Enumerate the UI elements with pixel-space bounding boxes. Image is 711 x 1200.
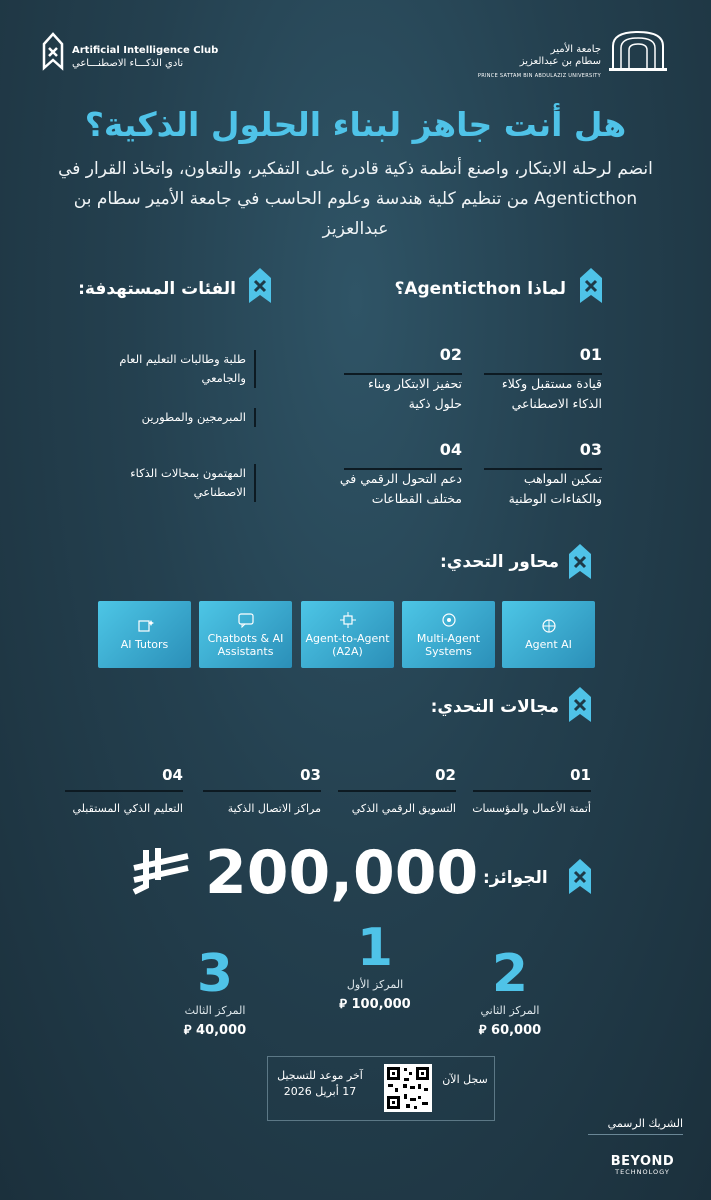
prize-amount-value: 60,000 <box>491 1023 542 1038</box>
prize-place-label: المركز الثالث <box>184 1004 246 1017</box>
riyal-symbol-icon: ⃁ <box>339 997 352 1012</box>
section-fields-icon <box>566 685 594 725</box>
why-item-02 <box>337 345 462 414</box>
axis-label: Chatbots & AI Assistants <box>207 631 284 658</box>
axis-card-agent-ai <box>502 601 595 668</box>
why-item-number: 01 <box>579 345 602 364</box>
axis-card-multi-agent <box>402 601 495 668</box>
registration-deadline <box>270 1068 370 1100</box>
university-name-ar: جامعة الأمير سطام بن عبدالعزيز <box>519 44 601 67</box>
field-text: مراكز الاتصال الذكية <box>227 802 321 815</box>
why-item-number: 03 <box>579 440 602 459</box>
divider <box>588 1134 683 1135</box>
partner-logo <box>600 1156 685 1178</box>
prize-rank: 3 <box>196 944 234 1004</box>
university-name-en: PRINCE SATTAM BIN ABDULAZIZ UNIVERSITY <box>477 73 601 79</box>
axis-card-a2a <box>301 601 394 668</box>
prize-amount-value: 40,000 <box>196 1023 247 1038</box>
divider <box>484 373 602 375</box>
why-item-01 <box>477 345 602 414</box>
section-prizes-icon <box>566 857 594 897</box>
club-name-ar: نادي الذكـــاء الاصطنـــاعي <box>72 58 184 69</box>
field-number: 01 <box>570 766 591 784</box>
prize-total: 200,000 <box>205 838 479 908</box>
target-item-3: المهتمون بمجالات الذكاء الاصطناعي <box>106 464 256 502</box>
section-why-icon <box>577 266 605 306</box>
divider <box>65 790 183 792</box>
field-text: التسويق الرقمي الذكي <box>351 802 456 815</box>
why-heading: لماذا Agenticthon؟ <box>394 279 566 299</box>
prize-place-amount <box>320 995 430 1012</box>
field-text: التعليم الذكي المستقبلي <box>72 802 183 815</box>
why-item-text: تمكين المواهب والكفاءات الوطنية <box>508 471 602 506</box>
prize-second <box>455 944 565 1038</box>
deadline-date: 17 أبريل 2026 <box>283 1085 357 1098</box>
prize-amount-value: 100,000 <box>351 997 411 1012</box>
prize-place-amount <box>150 1021 280 1038</box>
brain-circuit-icon <box>540 618 558 634</box>
field-number: 03 <box>300 766 321 784</box>
prize-third <box>150 944 280 1038</box>
why-item-text: تحفيز الابتكار وبناء حلول ذكية <box>367 376 462 411</box>
axis-label: Agent AI <box>525 638 572 651</box>
prize-first <box>320 918 430 1012</box>
divider <box>344 373 462 375</box>
brain-network-icon <box>440 612 458 628</box>
field-item-04 <box>58 766 183 815</box>
why-item-text: قيادة مستقبل وكلاء الذكاء الاصطناعي <box>501 376 602 411</box>
axis-card-chatbots <box>199 601 292 668</box>
club-name <box>72 44 218 70</box>
target-item-1: طلبة وطالبات التعليم العام والجامعي <box>106 350 256 388</box>
partner-name: BEYOND <box>610 1154 675 1169</box>
divider <box>484 468 602 470</box>
divider <box>203 790 321 792</box>
why-item-number: 02 <box>439 345 462 364</box>
university-name <box>478 44 601 82</box>
target-item-2: المبرمجين والمطورين <box>106 408 256 427</box>
riyal-symbol-icon <box>132 846 192 896</box>
divider <box>344 468 462 470</box>
deadline-label: آخر موعد للتسجيل <box>277 1069 363 1082</box>
field-item-03 <box>196 766 321 815</box>
section-targets-icon <box>246 266 274 306</box>
why-item-text: دعم التحول الرقمي في مختلف القطاعات <box>339 471 462 506</box>
ai-chip-icon <box>136 618 154 634</box>
university-logo <box>607 28 669 72</box>
partner-sub: TECHNOLOGY <box>615 1168 670 1176</box>
page-title: هل أنت جاهز لبناء الحلول الذكية؟ <box>84 105 627 144</box>
field-item-02 <box>331 766 456 815</box>
club-name-en: Artificial Intelligence Club <box>72 45 219 56</box>
prize-place-label: المركز الثاني <box>480 1004 540 1017</box>
axis-label: AI Tutors <box>120 638 169 651</box>
riyal-symbol-icon: ⃁ <box>478 1023 492 1038</box>
riyal-symbol-icon: ⃁ <box>183 1023 197 1038</box>
why-item-03 <box>477 440 602 509</box>
axes-heading: محاور التحدي: <box>439 552 559 572</box>
agents-link-icon <box>339 612 357 628</box>
register-now-cta[interactable]: سجل الآن <box>442 1073 488 1086</box>
why-item-number: 04 <box>439 440 462 459</box>
field-item-01 <box>466 766 591 815</box>
field-number: 02 <box>435 766 456 784</box>
qr-code[interactable] <box>384 1064 432 1112</box>
axis-label: Agent-to-Agent (A2A) <box>305 631 390 658</box>
divider <box>338 790 456 792</box>
divider <box>473 790 591 792</box>
prize-rank: 1 <box>356 918 394 978</box>
intro-text: انضم لرحلة الابتكار، واصنع أنظمة ذكية قادرة على التفكير، والتعاون، واتخاذ القرار في Agenticthon من تنظيم كلية هندسة وعلوم الحاسب في جامعة الأمير سطام بن عبدالعزيز <box>58 159 653 239</box>
axis-card-ai-tutors <box>98 601 191 668</box>
partner-label: الشريك الرسمي <box>607 1117 683 1130</box>
prizes-heading: الجوائز: <box>483 868 548 888</box>
section-axes-icon <box>566 542 594 582</box>
field-text: أتمتة الأعمال والمؤسسات <box>472 802 591 815</box>
prize-place-label: المركز الأول <box>346 978 404 991</box>
fields-heading: مجالات التحدي: <box>430 697 559 717</box>
chatbot-icon <box>237 612 255 628</box>
axis-label: Multi-Agent Systems <box>416 631 481 658</box>
field-number: 04 <box>162 766 183 784</box>
ai-club-logo <box>40 30 66 72</box>
prize-rank: 2 <box>491 944 529 1004</box>
targets-heading: الفئات المستهدفة: <box>78 279 236 299</box>
why-item-04 <box>337 440 462 509</box>
prize-place-amount <box>455 1021 565 1038</box>
